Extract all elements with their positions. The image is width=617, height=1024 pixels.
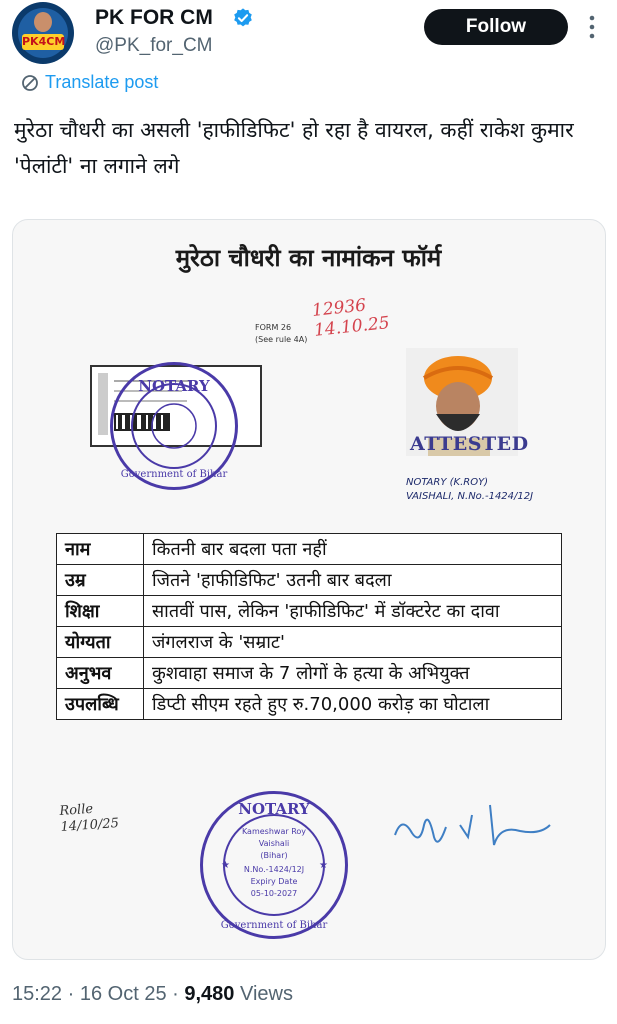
handwritten-number [311,293,390,341]
attested-stamp: ATTESTED [410,433,529,455]
stamp-bottom-ring-bottom: Government of Bihar [220,920,328,931]
stamp-bottom-ring-text: NOTARY [238,800,310,818]
table-row [57,565,562,596]
row-value: कितनी बार बदला पता नहीं [144,534,562,565]
form-code [255,322,307,346]
views-label[interactable]: Views [239,983,293,1005]
handwritten-note [59,800,119,836]
translate-post-link[interactable] [21,72,158,93]
notary-stamp-top [110,362,238,490]
notary-note-line2: VAISHALI, N.No.-1424/12J [406,491,534,502]
notary-stamp-bottom-ring [203,794,345,936]
document-title: मुरेठा चौधरी का नामांकन फॉर्म [175,244,442,272]
separator-dot: · [67,983,80,1005]
stamp-star-left: ★ [221,860,230,871]
nomination-table [56,533,562,720]
follow-button[interactable]: Follow [424,9,568,45]
row-key: अनुभव [57,658,144,689]
stamp-line3: (Bihar) [260,851,288,860]
stamp-line2: Vaishali [258,839,290,848]
handwritten-date: 14.10.25 [313,313,391,341]
notary-note [406,476,533,504]
row-value: जितने 'हाफीडिफिट' उतनी बार बदला [144,565,562,596]
stamp-line5: Expiry Date [250,877,298,886]
table-row [57,534,562,565]
verified-badge-icon [232,7,254,29]
table-row [57,596,562,627]
notary-stamp-top-ring [113,365,235,487]
form-code-line1: FORM 26 [255,323,292,332]
row-key: उम्र [57,565,144,596]
row-value: जंगलराज के 'सम्राट' [144,627,562,658]
row-value: सातवीं पास, लेकिन 'हाफीडिफिट' में डॉक्टरेट का दावा [144,596,562,627]
translate-icon [21,74,39,92]
translate-label[interactable]: Translate post [45,72,159,92]
post-text: मुरेठा चौधरी का असली 'हाफीडिफिट' हो रहा है वायरल, कहीं राकेश कुमार 'पेलांटी' ना लगाने लगे [14,118,574,178]
table-row [57,689,562,720]
row-key: उपलब्धि [57,689,144,720]
more-options-icon[interactable] [585,14,599,40]
stamp-line6: 05-10-2027 [250,889,298,898]
stamp-star-right: ★ [319,860,328,871]
display-name[interactable]: PK FOR CM [95,6,213,29]
post-date[interactable]: 16 Oct 25 [79,983,167,1005]
row-value: कुशवाहा समाज के 7 लोगों के हत्या के अभियुक्त [144,658,562,689]
row-key: शिक्षा [57,596,144,627]
user-handle[interactable]: @PK_for_CM [95,35,213,56]
avatar-logo: PK4CM [22,35,66,48]
row-key: नाम [57,534,144,565]
notary-note-line1: NOTARY (K.ROY) [406,477,489,488]
handwritten-number-value: 12936 [311,295,368,321]
post-time[interactable]: 15:22 [12,983,63,1005]
form-code-line2: (See rule 4A) [255,335,308,344]
signature [390,795,560,865]
stamp-line1: Kameshwar Roy [241,827,307,836]
table-row [57,627,562,658]
row-key: योग्यता [57,627,144,658]
stamp-line4: N.No.-1424/12J [243,865,305,874]
notary-stamp-bottom [200,791,348,939]
post-meta [12,983,293,1006]
hand-note-line1: Rolle [58,801,94,820]
avatar[interactable] [12,2,74,64]
stamp-top-ring-text: NOTARY [138,377,210,395]
hand-note-line2: 14/10/25 [60,815,120,835]
separator-dot: · [172,983,185,1005]
table-row [57,658,562,689]
row-value: डिप्टी सीएम रहते हुए रु.70,000 करोड़ का घोटाला [144,689,562,720]
views-count[interactable]: 9,480 [184,983,235,1005]
avatar-face [34,12,52,32]
stamp-top-ring-bottom: Government of Bihar [120,469,228,480]
